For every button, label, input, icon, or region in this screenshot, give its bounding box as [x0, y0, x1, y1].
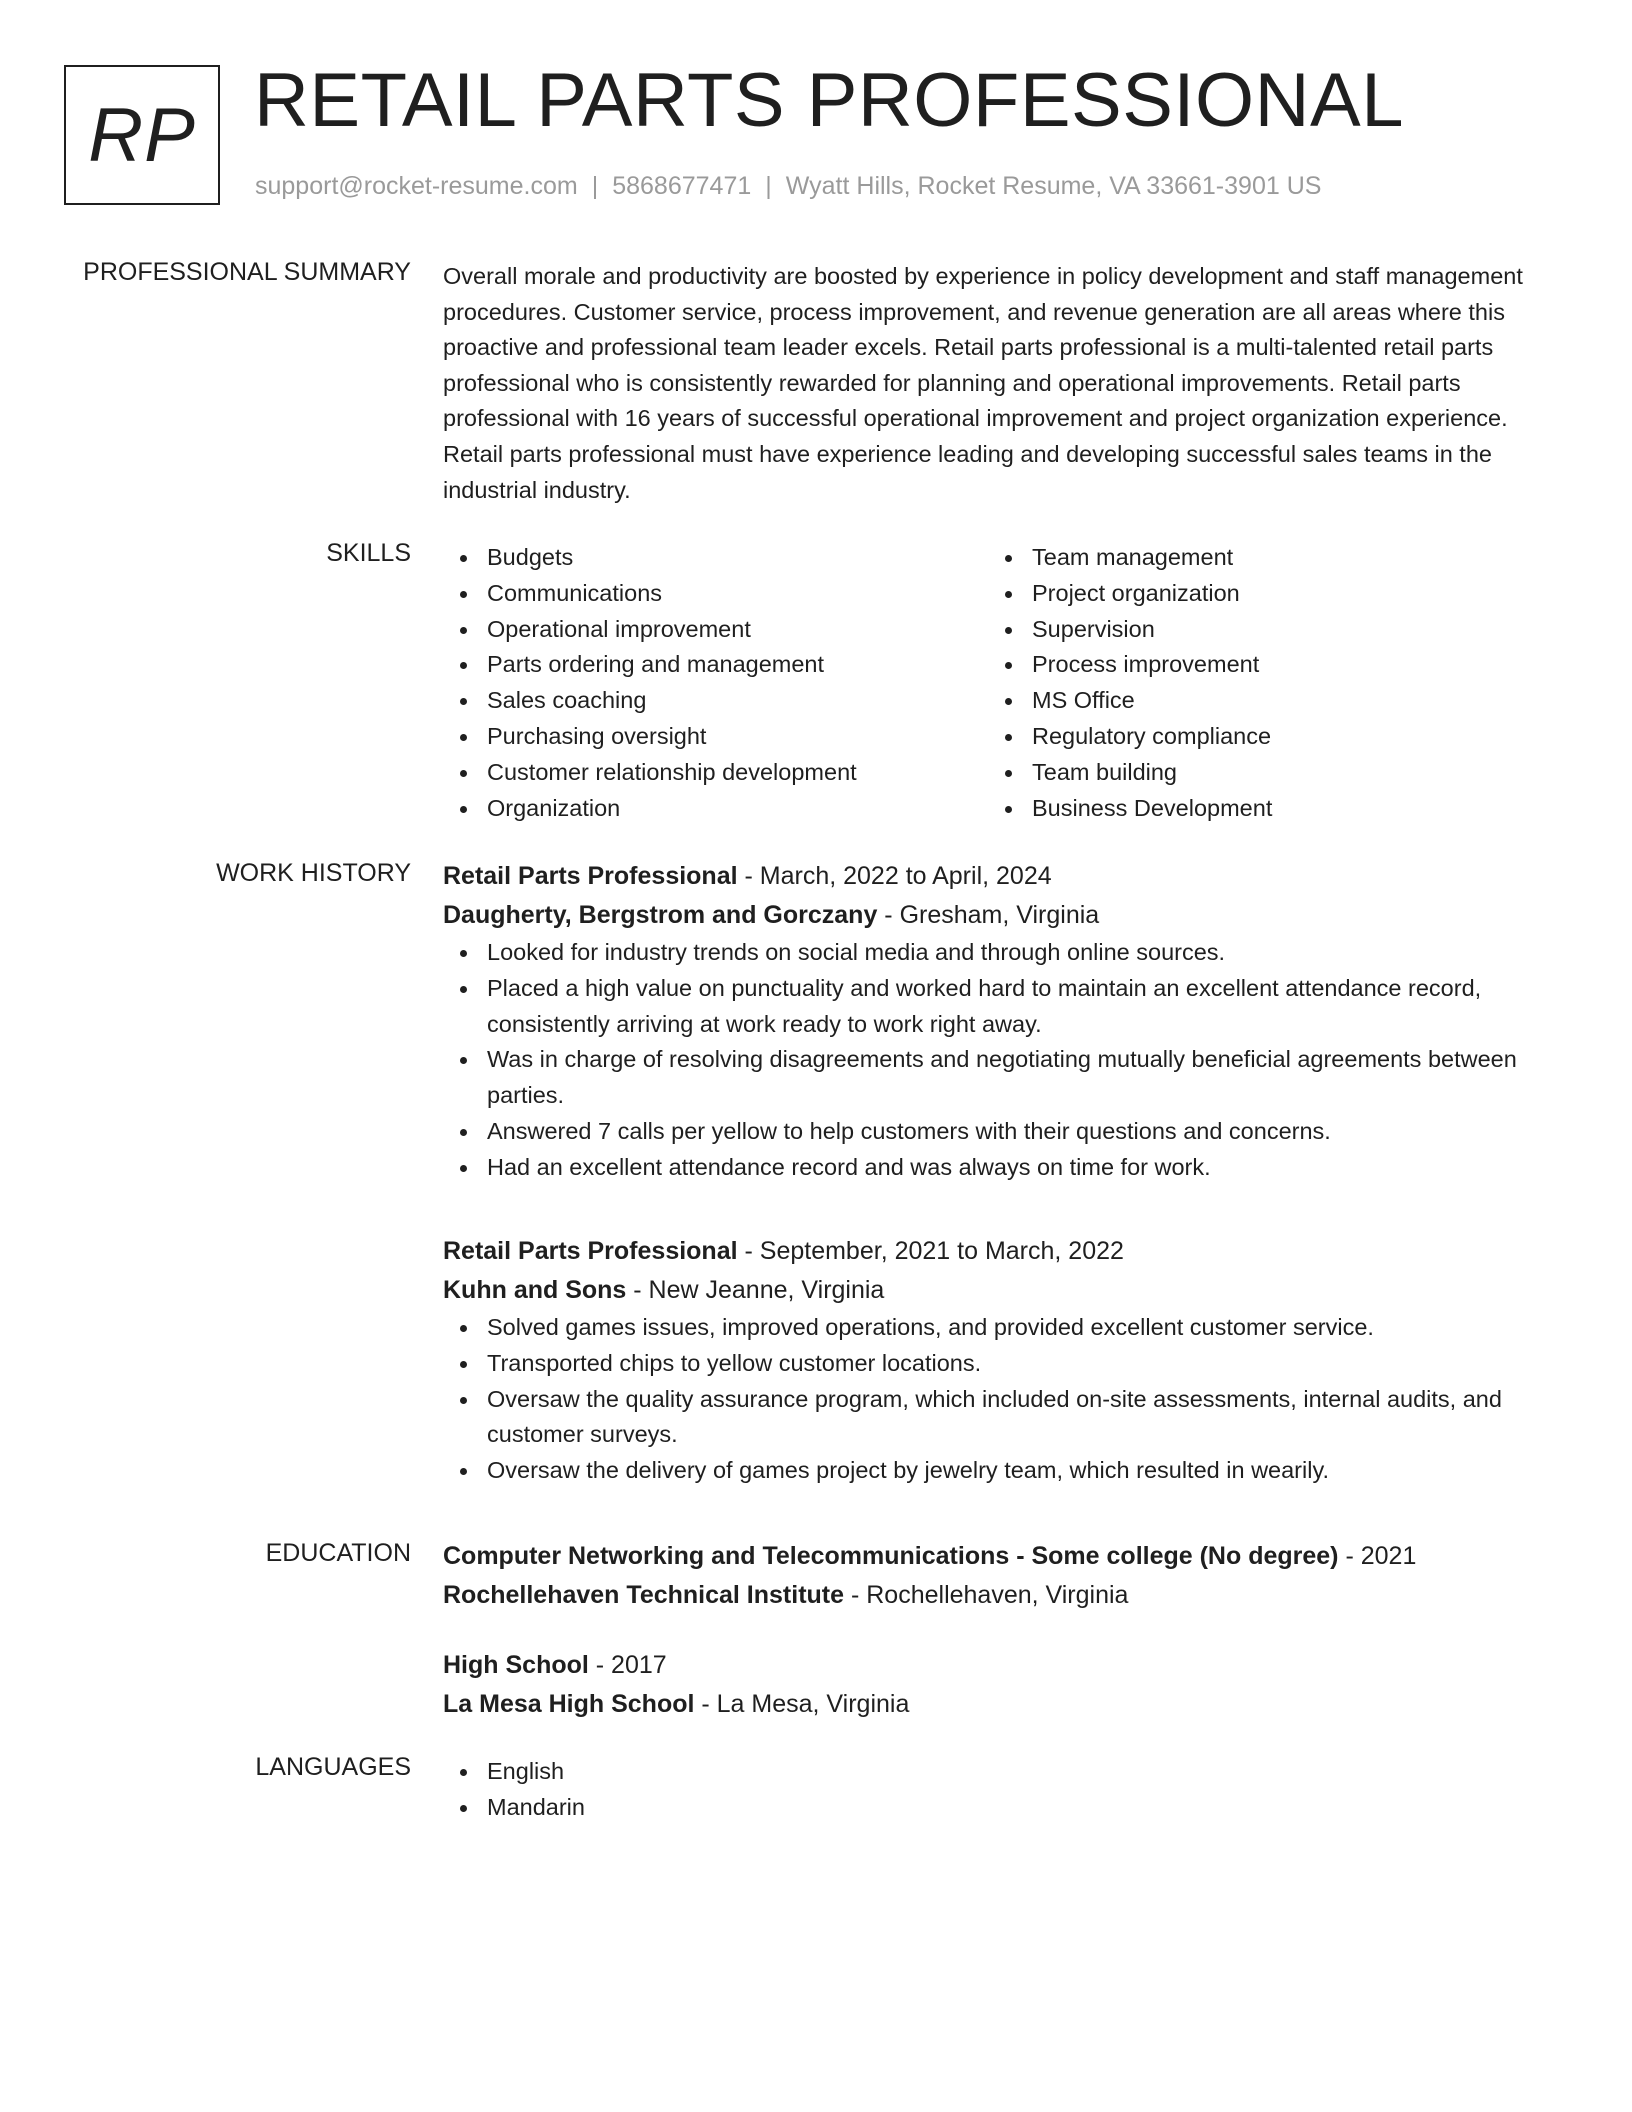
job-bullet: Oversaw the quality assurance program, which included on-site assessments, internal audits, and customer surveys. — [443, 1382, 1553, 1454]
job-title-line — [443, 1232, 1553, 1271]
skill-item: Process improvement — [988, 647, 1533, 683]
contact-separator: | — [765, 172, 772, 200]
job-company-line — [443, 896, 1553, 935]
skill-item: Communications — [443, 576, 988, 612]
skill-item: Sales coaching — [443, 683, 988, 719]
education-year: - 2017 — [588, 1651, 667, 1679]
job-location: - New Jeanne, Virginia — [626, 1276, 885, 1304]
language-item: Mandarin — [443, 1790, 1553, 1826]
skill-item: Customer relationship development — [443, 755, 988, 791]
education-location: - Rochellehaven, Virginia — [844, 1581, 1129, 1609]
skill-item: MS Office — [988, 683, 1533, 719]
skill-item: Organization — [443, 791, 988, 827]
job-location: - Gresham, Virginia — [877, 901, 1100, 929]
education-entry — [443, 1537, 1553, 1615]
skills-list-left — [443, 540, 988, 826]
education-school: La Mesa High School — [443, 1690, 695, 1718]
job-entry — [443, 1232, 1553, 1489]
job-bullet: Transported chips to yellow customer locations. — [443, 1346, 1553, 1382]
job-bullet: Answered 7 calls per yellow to help customers with their questions and concerns. — [443, 1114, 1553, 1150]
section-label-skills: SKILLS — [326, 539, 411, 567]
skill-item: Purchasing oversight — [443, 719, 988, 755]
job-company: Kuhn and Sons — [443, 1276, 627, 1304]
job-company: Daugherty, Bergstrom and Gorczany — [443, 901, 878, 929]
skills-grid — [443, 540, 1553, 826]
job-entry — [443, 857, 1553, 1186]
initials-monogram: RP — [64, 65, 220, 205]
contact-phone[interactable]: 5868677471 — [612, 172, 752, 200]
skills-list-right — [988, 540, 1533, 826]
education-location: - La Mesa, Virginia — [694, 1690, 910, 1718]
resume-name: RETAIL PARTS PROFESSIONAL — [254, 58, 1404, 143]
education-degree: Computer Networking and Telecommunications - Some college (No degree) — [443, 1542, 1339, 1570]
contact-address: Wyatt Hills, Rocket Resume, VA 33661-3901 US — [785, 172, 1322, 200]
job-dates: - September, 2021 to March, 2022 — [737, 1237, 1124, 1265]
skill-item: Business Development — [988, 791, 1533, 827]
contact-separator: | — [591, 172, 599, 200]
summary-text: Overall morale and productivity are boosted by experience in policy development and staff management procedures. Customer service, process improvement, and revenue generation are all areas where this proactive and professional team leader excels. Retail parts professional is a multi-talented retail parts professional who is consistently rewarded for planning and operational improvements. Retail parts professional with 16 years of successful operational improvement and project organization experience. Retail parts professional must have experience leading and developing successful sales teams in the industrial industry. — [443, 263, 1523, 503]
education-school-line — [443, 1685, 1553, 1724]
job-bullet: Solved games issues, improved operations, and provided excellent customer service. — [443, 1310, 1553, 1346]
language-item: English — [443, 1754, 1553, 1790]
job-bullet: Looked for industry trends on social media and through online sources. — [443, 935, 1553, 971]
education-degree-line — [443, 1537, 1553, 1576]
job-bullet: Placed a high value on punctuality and worked hard to maintain an excellent attendance record, consistently arriving at work ready to work right away. — [443, 971, 1553, 1043]
section-label-education: EDUCATION — [265, 1539, 411, 1567]
job-bullet: Oversaw the delivery of games project by jewelry team, which resulted in wearily. — [443, 1453, 1553, 1489]
contact-line — [255, 172, 1321, 201]
job-title-line — [443, 857, 1553, 896]
education-school-line — [443, 1576, 1553, 1615]
job-dates: - March, 2022 to April, 2024 — [737, 862, 1052, 890]
education-year: - 2021 — [1338, 1542, 1417, 1570]
education-degree-line — [443, 1646, 1553, 1685]
job-company-line — [443, 1271, 1553, 1310]
section-label-work-history: WORK HISTORY — [216, 859, 411, 887]
skill-item: Regulatory compliance — [988, 719, 1533, 755]
skill-item: Supervision — [988, 612, 1533, 648]
skill-item: Team management — [988, 540, 1533, 576]
skill-item: Project organization — [988, 576, 1533, 612]
education-school: Rochellehaven Technical Institute — [443, 1581, 845, 1609]
education-degree: High School — [443, 1651, 589, 1679]
contact-email[interactable]: support@rocket-resume.com — [255, 172, 578, 200]
skill-item: Parts ordering and management — [443, 647, 988, 683]
job-bullets — [443, 935, 1553, 1186]
skill-item: Budgets — [443, 540, 988, 576]
job-title: Retail Parts Professional — [443, 1237, 738, 1265]
section-label-summary: PROFESSIONAL SUMMARY — [83, 258, 411, 286]
skill-item: Team building — [988, 755, 1533, 791]
skill-item: Operational improvement — [443, 612, 988, 648]
job-title: Retail Parts Professional — [443, 862, 738, 890]
section-label-languages: LANGUAGES — [255, 1753, 411, 1781]
education-entry — [443, 1646, 1553, 1724]
job-bullets — [443, 1310, 1553, 1489]
languages-list — [443, 1754, 1553, 1826]
job-bullet: Had an excellent attendance record and was always on time for work. — [443, 1150, 1553, 1186]
job-bullet: Was in charge of resolving disagreements and negotiating mutually beneficial agreements between parties. — [443, 1042, 1553, 1114]
